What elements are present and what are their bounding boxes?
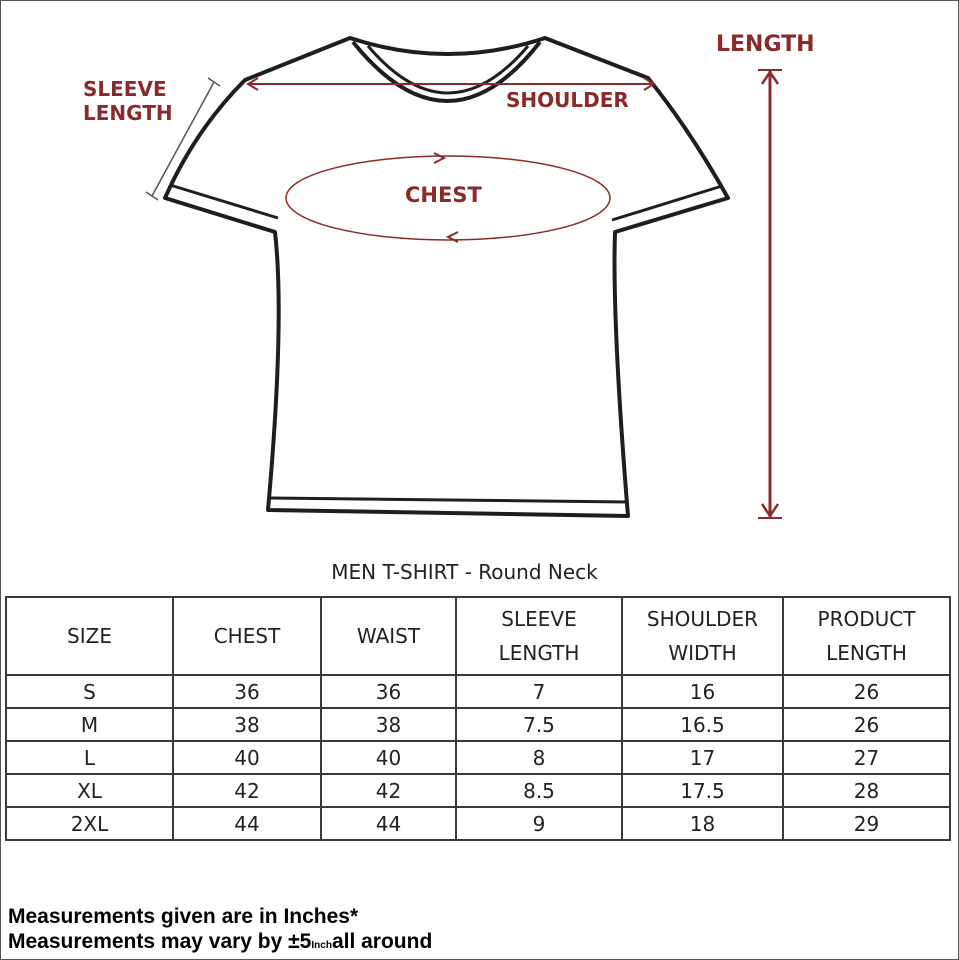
table-header-row bbox=[6, 597, 950, 675]
note-variance-value: ±5 bbox=[288, 930, 312, 953]
table-header-cell bbox=[783, 597, 950, 675]
table-cell: 38 bbox=[173, 708, 321, 741]
table-cell: XL bbox=[6, 774, 173, 807]
table-cell: 42 bbox=[173, 774, 321, 807]
chest-label: CHEST bbox=[405, 183, 482, 207]
table-cell: 26 bbox=[783, 675, 950, 708]
table-header-text: SLEEVE bbox=[501, 607, 577, 631]
table-row bbox=[6, 708, 950, 741]
table-cell: 17.5 bbox=[622, 774, 783, 807]
table-cell: 8 bbox=[456, 741, 622, 774]
note-variance-unit: Inch bbox=[311, 940, 332, 951]
table-cell: L bbox=[6, 741, 173, 774]
table-cell: 27 bbox=[783, 741, 950, 774]
table-cell: S bbox=[6, 675, 173, 708]
sleeve-tick-bottom bbox=[146, 192, 158, 200]
table-cell: 44 bbox=[173, 807, 321, 840]
table-cell: 7 bbox=[456, 675, 622, 708]
table-header-text: PRODUCT bbox=[817, 607, 916, 631]
table-cell: 16.5 bbox=[622, 708, 783, 741]
table-header-text: LENGTH bbox=[498, 641, 580, 665]
note-variance-suffix: all around bbox=[331, 930, 433, 953]
table-cell: 28 bbox=[783, 774, 950, 807]
table-header-cell bbox=[622, 597, 783, 675]
sleeve-length-label bbox=[83, 77, 173, 125]
table-cell: 17 bbox=[622, 741, 783, 774]
table-row bbox=[6, 774, 950, 807]
tshirt-outline bbox=[165, 38, 728, 516]
table-cell: 7.5 bbox=[456, 708, 622, 741]
note-variance bbox=[8, 929, 432, 958]
table-cell: 40 bbox=[173, 741, 321, 774]
table-body bbox=[6, 675, 950, 840]
table-cell: 36 bbox=[321, 675, 456, 708]
table-header-cell bbox=[456, 597, 622, 675]
shoulder-label: SHOULDER bbox=[506, 88, 629, 112]
table-header-text: SHOULDER bbox=[646, 607, 759, 631]
length-label: LENGTH bbox=[716, 32, 815, 57]
table-header-text: CHEST bbox=[213, 624, 281, 648]
table-row bbox=[6, 807, 950, 840]
table-cell: 42 bbox=[321, 774, 456, 807]
table-header-text: LENGTH bbox=[826, 641, 907, 665]
table-cell: 2XL bbox=[6, 807, 173, 840]
note-units: Measurements given are in Inches* bbox=[8, 905, 359, 928]
table-row bbox=[6, 675, 950, 708]
size-chart-table bbox=[5, 596, 951, 841]
table-header-text: WAIST bbox=[356, 624, 421, 648]
table-cell: 9 bbox=[456, 807, 622, 840]
table-header-cell bbox=[173, 597, 321, 675]
table-header-text: SIZE bbox=[67, 624, 112, 648]
table-cell: 44 bbox=[321, 807, 456, 840]
table-cell: 36 bbox=[173, 675, 321, 708]
table-cell: 40 bbox=[321, 741, 456, 774]
sleeve-length-label-line1: SLEEVE bbox=[83, 77, 167, 101]
note-variance-prefix: Measurements may vary by bbox=[8, 930, 289, 953]
table-cell: 26 bbox=[783, 708, 950, 741]
table-cell: 16 bbox=[622, 675, 783, 708]
table-title: MEN T-SHIRT - Round Neck bbox=[331, 560, 598, 584]
table-cell: 29 bbox=[783, 807, 950, 840]
table-cell: 18 bbox=[622, 807, 783, 840]
table-header-text: WIDTH bbox=[668, 641, 737, 665]
table-cell: 38 bbox=[321, 708, 456, 741]
sleeve-length-label-line2: LENGTH bbox=[83, 101, 173, 125]
table-header-cell bbox=[6, 597, 173, 675]
measurement-notes bbox=[8, 904, 432, 958]
sleeve-tick-top bbox=[208, 78, 220, 86]
table-cell: M bbox=[6, 708, 173, 741]
table-cell: 8.5 bbox=[456, 774, 622, 807]
table-header-cell bbox=[321, 597, 456, 675]
table-row bbox=[6, 741, 950, 774]
